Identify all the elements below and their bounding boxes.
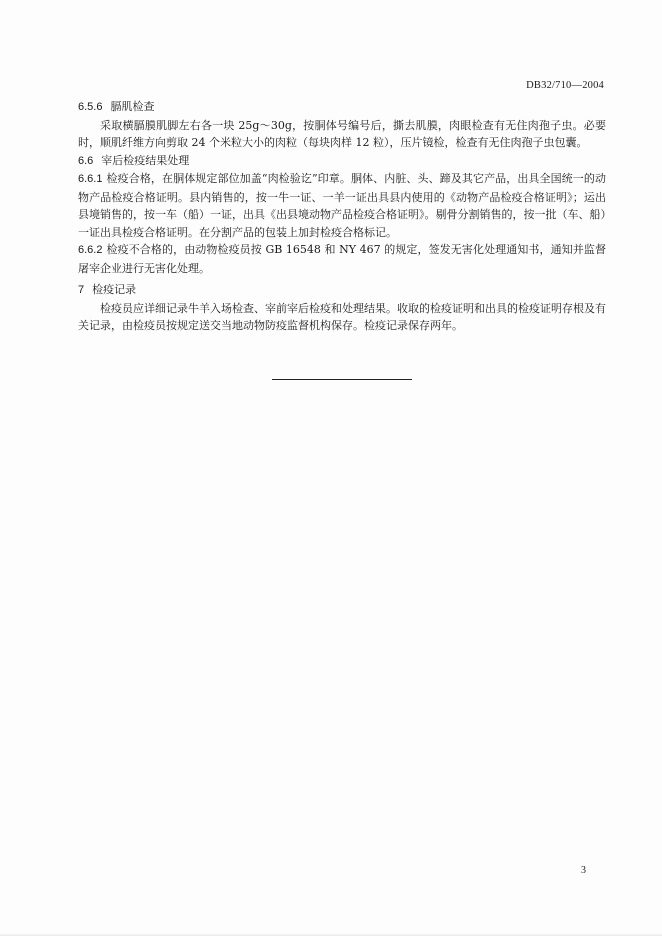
clause-text: 检疫合格，在胴体规定部位加盖“肉检验讫”印章。胴体、内脏、头、蹄及其它产品，出具全国统一的动物产品检疫合格证明。县内销售的，按一牛一证、一羊一证出具县内使用的《动物产品检疫合格证明》；运出县境销售的，按一车（船）一证，出具《出县境动物产品检疫合格证明》。剔骨分割销售的，按一批（车、船）一证出具检疫合格证明。在分割产品的包装上加封检疫合格标记。 bbox=[78, 172, 606, 239]
section-paragraph: 采取横膈膜肌脚左右各一块 25g～30g，按胴体号编号后，撕去肌膜，肉眼检查有无住肉孢子虫。必要时，顺肌纤维方向剪取 24 个米粒大小的肉粒（每块肉样 12 粒），压片镜检，检查有无住肉孢子虫包囊。 bbox=[78, 118, 606, 149]
page-number: 3 bbox=[581, 865, 586, 876]
clause-6-6-2 bbox=[78, 241, 606, 277]
clause-number: 6.6.1 bbox=[78, 173, 103, 185]
section-title: 检疫记录 bbox=[92, 283, 137, 296]
document-code: DB32/710—2004 bbox=[526, 80, 604, 91]
section-heading-6-6 bbox=[78, 152, 606, 171]
end-of-document-rule bbox=[272, 379, 412, 380]
section-number: 6.6 bbox=[78, 154, 94, 167]
clause-text: 检疫不合格的，由动物检疫员按 GB 16548 和 NY 467 的规定，签发无害化处理通知书，通知并监督屠宰企业进行无害化处理。 bbox=[78, 243, 606, 275]
clause-number: 6.6.2 bbox=[78, 244, 103, 256]
clause-6-6-1 bbox=[78, 170, 606, 241]
section-number: 6.5.6 bbox=[78, 101, 103, 113]
section-number: 7 bbox=[78, 284, 85, 296]
section-title: 膈肌检查 bbox=[110, 100, 155, 113]
section-paragraph: 检疫员应详细记录牛羊入场检查、宰前宰后检疫和处理结果。收取的检疫证明和出具的检疫证明存根及有关记录，由检疫员按规定送交当地动物防疫监督机构保存。检疫记录保存两年。 bbox=[78, 301, 606, 332]
document-body bbox=[78, 98, 606, 335]
section-heading-6-5-6 bbox=[78, 98, 606, 117]
section-heading-7 bbox=[78, 281, 606, 300]
section-title: 宰后检疫结果处理 bbox=[101, 153, 190, 167]
